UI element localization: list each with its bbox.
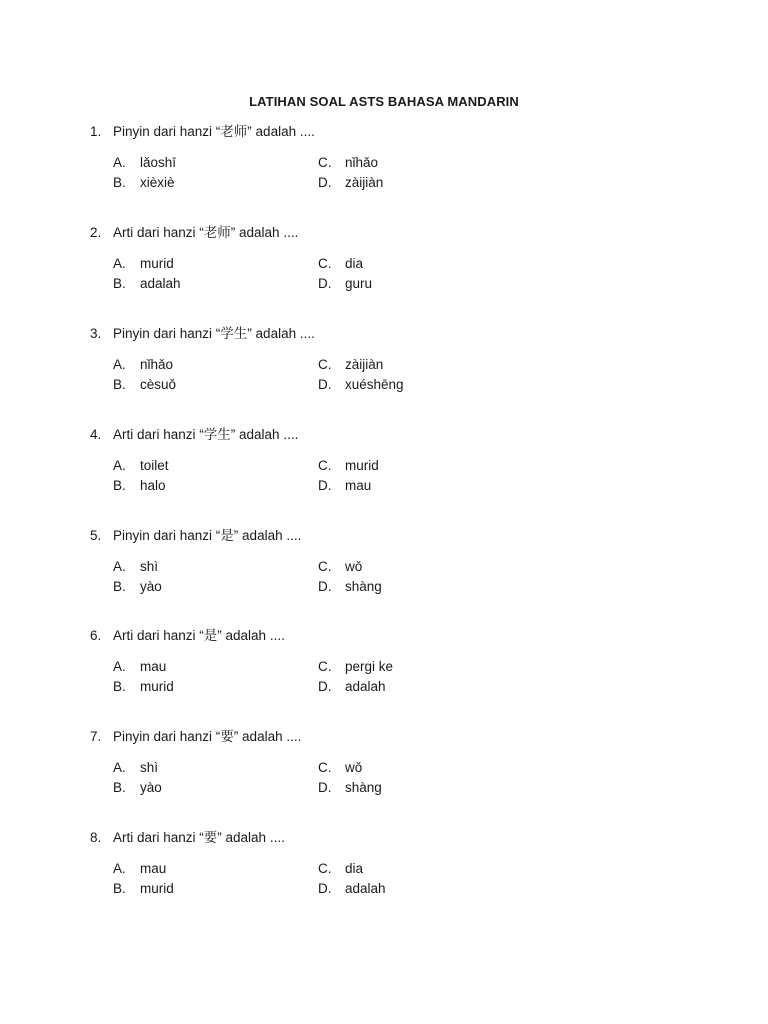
option-letter: A. bbox=[113, 155, 126, 170]
option-text: adalah bbox=[345, 679, 386, 694]
option-text: cèsuǒ bbox=[140, 377, 177, 392]
question-4 bbox=[90, 425, 690, 493]
option-text: shàng bbox=[345, 780, 382, 795]
option-letter: D. bbox=[318, 881, 332, 896]
document-title: LATIHAN SOAL ASTS BAHASA MANDARIN bbox=[249, 94, 519, 109]
option-letter: A. bbox=[113, 861, 126, 876]
option-text: xièxiè bbox=[140, 175, 175, 190]
option-letter: B. bbox=[113, 679, 126, 694]
question-line bbox=[90, 122, 690, 142]
option-text: lǎoshī bbox=[140, 155, 177, 170]
option-letter: C. bbox=[318, 861, 332, 876]
option-letter: B. bbox=[113, 881, 126, 896]
option-letter: B. bbox=[113, 579, 126, 594]
question-text: Pinyin dari hanzi “是” adalah .... bbox=[113, 528, 302, 543]
option-letter: A. bbox=[113, 659, 126, 674]
option-letter: A. bbox=[113, 256, 126, 271]
option-text: nǐhǎo bbox=[345, 155, 379, 170]
question-3 bbox=[90, 324, 690, 392]
question-text: Pinyin dari hanzi “老师” adalah .... bbox=[113, 124, 315, 139]
option-text: yào bbox=[140, 579, 162, 594]
option-text: shàng bbox=[345, 579, 382, 594]
option-letter: B. bbox=[113, 377, 126, 392]
question-6 bbox=[90, 626, 690, 694]
option-text: shì bbox=[140, 760, 159, 775]
option-letter: C. bbox=[318, 760, 332, 775]
question-number: 8. bbox=[90, 830, 102, 845]
option-text: yào bbox=[140, 780, 162, 795]
option-letter: A. bbox=[113, 559, 126, 574]
option-text: mau bbox=[345, 478, 372, 493]
option-text: dia bbox=[345, 861, 364, 876]
option-letter: C. bbox=[318, 155, 332, 170]
option-letter: D. bbox=[318, 377, 332, 392]
option-letter: D. bbox=[318, 276, 332, 291]
option-text: toilet bbox=[140, 458, 169, 473]
question-line bbox=[90, 828, 690, 848]
option-text: mau bbox=[140, 659, 167, 674]
question-line bbox=[90, 727, 690, 747]
option-letter: A. bbox=[113, 357, 126, 372]
question-text: Arti dari hanzi “是” adalah .... bbox=[113, 628, 285, 643]
option-letter: C. bbox=[318, 559, 332, 574]
option-letter: D. bbox=[318, 780, 332, 795]
option-letter: C. bbox=[318, 458, 332, 473]
question-number: 6. bbox=[90, 628, 102, 643]
question-text: Arti dari hanzi “要” adalah .... bbox=[113, 830, 285, 845]
option-letter: A. bbox=[113, 458, 126, 473]
question-5 bbox=[90, 526, 690, 594]
option-letter: D. bbox=[318, 579, 332, 594]
question-line bbox=[90, 324, 690, 344]
option-text: shì bbox=[140, 559, 159, 574]
question-number: 3. bbox=[90, 326, 102, 341]
option-text: guru bbox=[345, 276, 373, 291]
question-text: Pinyin dari hanzi “学生” adalah .... bbox=[113, 326, 315, 341]
option-letter: A. bbox=[113, 760, 126, 775]
option-letter: D. bbox=[318, 679, 332, 694]
option-letter: C. bbox=[318, 256, 332, 271]
option-letter: B. bbox=[113, 175, 126, 190]
question-number: 5. bbox=[90, 528, 102, 543]
question-number: 4. bbox=[90, 427, 102, 442]
question-text: Arti dari hanzi “学生” adalah .... bbox=[113, 427, 299, 442]
option-letter: D. bbox=[318, 478, 332, 493]
option-text: murid bbox=[140, 881, 174, 896]
option-text: nǐhǎo bbox=[140, 357, 174, 372]
option-text: pergi ke bbox=[345, 659, 394, 674]
question-text: Arti dari hanzi “老师” adalah .... bbox=[113, 225, 299, 240]
question-8 bbox=[90, 828, 690, 896]
option-text: wǒ bbox=[345, 760, 363, 775]
option-letter: C. bbox=[318, 659, 332, 674]
question-line bbox=[90, 223, 690, 243]
option-text: adalah bbox=[140, 276, 181, 291]
option-letter: B. bbox=[113, 478, 126, 493]
option-text: dia bbox=[345, 256, 364, 271]
option-text: murid bbox=[140, 679, 174, 694]
option-text: adalah bbox=[345, 881, 386, 896]
option-text: zàijiàn bbox=[345, 357, 384, 372]
option-letter: B. bbox=[113, 276, 126, 291]
option-text: mau bbox=[140, 861, 167, 876]
option-text: xuéshēng bbox=[345, 377, 404, 392]
question-line bbox=[90, 526, 690, 546]
question-number: 1. bbox=[90, 124, 102, 139]
option-letter: C. bbox=[318, 357, 332, 372]
option-text: halo bbox=[140, 478, 166, 493]
question-line bbox=[90, 425, 690, 445]
option-letter: D. bbox=[318, 175, 332, 190]
option-text: murid bbox=[345, 458, 379, 473]
question-text: Pinyin dari hanzi “要” adalah .... bbox=[113, 729, 302, 744]
question-7 bbox=[90, 727, 690, 795]
question-2 bbox=[90, 223, 690, 291]
option-text: zàijiàn bbox=[345, 175, 384, 190]
question-number: 7. bbox=[90, 729, 102, 744]
question-number: 2. bbox=[90, 225, 102, 240]
question-1 bbox=[90, 122, 690, 190]
option-text: murid bbox=[140, 256, 174, 271]
option-letter: B. bbox=[113, 780, 126, 795]
question-line bbox=[90, 626, 690, 646]
option-text: wǒ bbox=[345, 559, 363, 574]
